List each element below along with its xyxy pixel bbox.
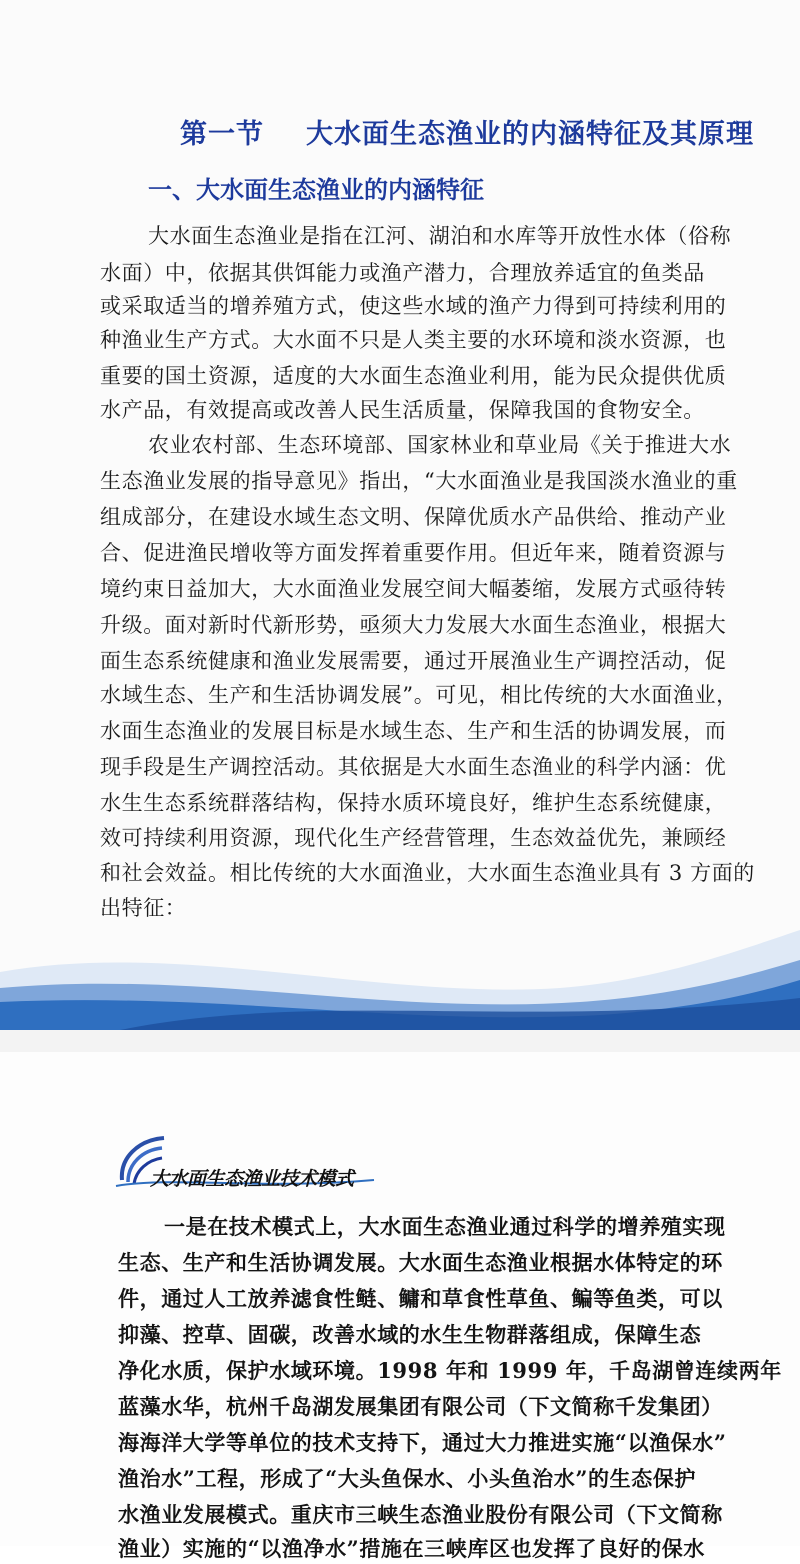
text-line: 或采取适当的增养殖方式，使这些水域的渔产力得到可持续利用的 <box>100 294 727 318</box>
text-line: 组成部分，在建设水域生态文明、保障优质水产品供给、推动产业 <box>100 505 727 529</box>
text-line: 境约束日益加大，大水面渔业发展空间大幅萎缩，发展方式亟待转 <box>100 577 727 601</box>
text-line: 抑藻、控草、固碳，改善水域的水生生物群落组成，保障生态 <box>118 1322 702 1347</box>
running-header: 大水面生态渔业技术模式 <box>150 1168 354 1190</box>
section-title-text: 大水面生态渔业的内涵特征及其原理 <box>306 119 754 150</box>
section-number: 第一节 <box>180 119 264 150</box>
subsection-title: 一、大水面生态渔业的内涵特征 <box>148 175 484 204</box>
text-line: 水渔业发展模式。重庆市三峡生态渔业股份有限公司（下文简称 <box>118 1502 723 1527</box>
text-line: 效可持续利用资源，现代化生产经营管理，生态效益优先，兼顾经 <box>100 826 727 850</box>
text-line: 生态、生产和生活协调发展。大水面生态渔业根据水体特定的环 <box>118 1250 723 1275</box>
decorative-wave <box>0 880 800 1030</box>
text-line: 农业农村部、生态环境部、国家林业和草业局《关于推进大水 <box>148 433 732 457</box>
text-line: 种渔业生产方式。大水面不只是人类主要的水环境和淡水资源，也 <box>100 328 727 352</box>
text-line: 件，通过人工放养滤食性鲢、鳙和草食性草鱼、鳊等鱼类，可以 <box>118 1286 723 1311</box>
text-line: 海海洋大学等单位的技术支持下，通过大力推进实施“以渔保水” <box>118 1430 727 1455</box>
text-line: 蓝藻水华，杭州千岛湖发展集团有限公司（下文简称千发集团） <box>118 1394 723 1419</box>
text-line: 大水面生态渔业是指在江河、湖泊和水库等开放性水体（俗称 <box>148 224 732 248</box>
text-line: 渔治水”工程，形成了“大头鱼保水、小头鱼治水”的生态保护 <box>118 1466 697 1491</box>
page-gap <box>0 1030 800 1052</box>
text-line: 水生生态系统群落结构，保持水质环境良好，维护生态系统健康， <box>100 791 727 815</box>
text-line: 重要的国土资源，适度的大水面生态渔业利用，能为民众提供优质 <box>100 364 727 388</box>
text-line: 升级。面对新时代新形势，亟须大力发展大水面生态渔业，根据大 <box>100 613 727 637</box>
text-line: 合、促进渔民增收等方面发挥着重要作用。但近年来，随着资源与 <box>100 541 727 565</box>
text-line: 生态渔业发展的指导意见》指出，“大水面渔业是我国淡水渔业的重 <box>100 469 738 493</box>
text-line: 出特征： <box>100 896 187 920</box>
text-line: 水面）中，依据其供饵能力或渔产潜力，合理放养适宜的鱼类品 <box>100 261 705 285</box>
text-line: 现手段是生产调控活动。其依据是大水面生态渔业的科学内涵：优 <box>100 755 727 779</box>
text-line: 和社会效益。相比传统的大水面渔业，大水面生态渔业具有 3 方面的 <box>100 861 755 885</box>
text-line: 一是在技术模式上，大水面生态渔业通过科学的增养殖实现 <box>164 1214 726 1239</box>
text-line: 面生态系统健康和渔业发展需要，通过开展渔业生产调控活动，促 <box>100 649 727 673</box>
text-line: 净化水质，保护水域环境。1998 年和 1999 年，千岛湖曾连续两年 <box>118 1358 782 1383</box>
section-title <box>180 112 754 151</box>
text-line: 水域生态、生产和生活协调发展”。可见，相比传统的大水面渔业， <box>100 683 738 707</box>
text-line: 渔业）实施的“以渔净水”措施在三峡库区也发挥了良好的保水 <box>118 1536 705 1561</box>
text-line: 水产品，有效提高或改善人民生活质量，保障我国的食物安全。 <box>100 398 705 422</box>
text-line: 水面生态渔业的发展目标是水域生态、生产和生活的协调发展，而 <box>100 719 727 743</box>
